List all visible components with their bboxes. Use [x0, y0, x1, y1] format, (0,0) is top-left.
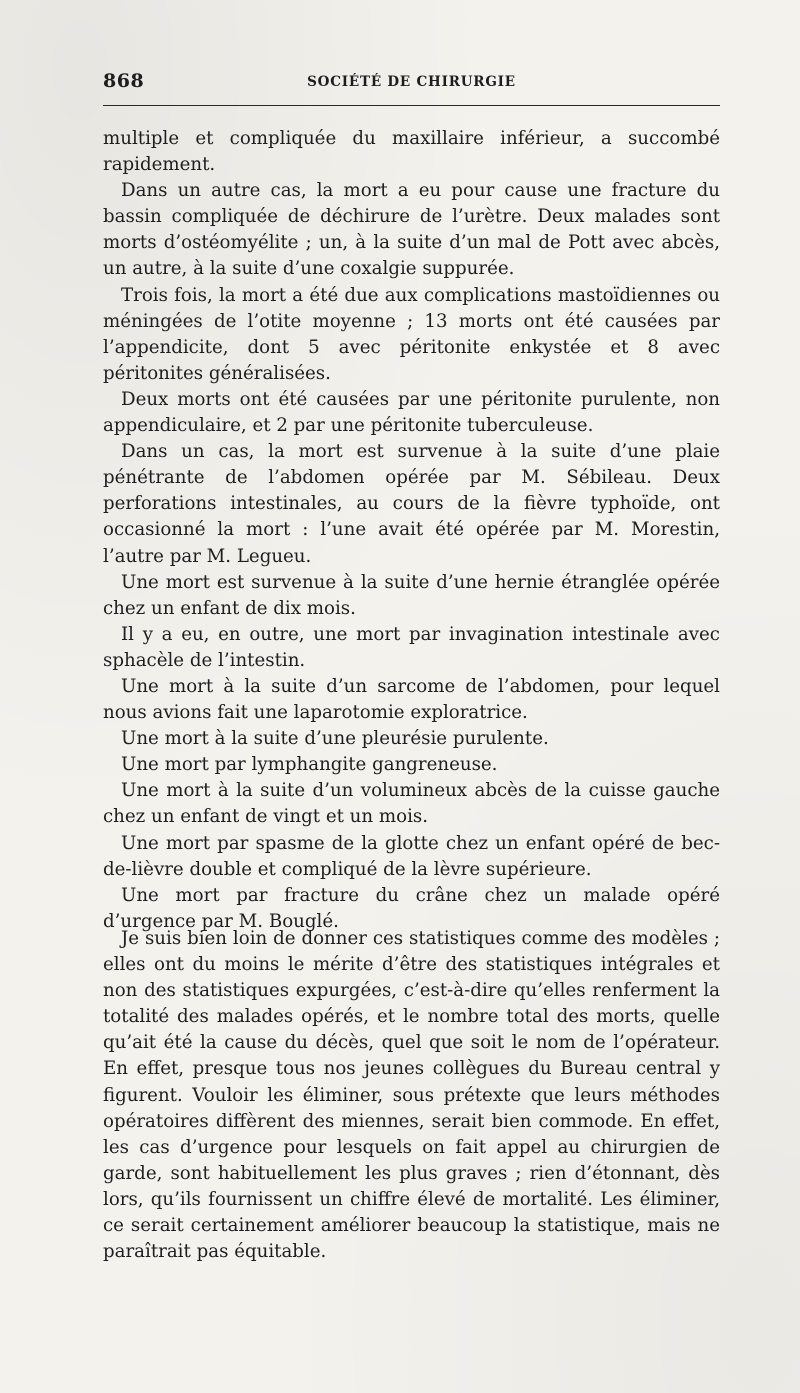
paragraph: Une mort par fracture du crâne chez un malade opéré d’urgence par M. Bouglé.: [103, 884, 720, 932]
page-header: [103, 70, 720, 94]
body-text: [103, 126, 720, 935]
header-rule: [103, 105, 720, 106]
closing-paragraph: Je suis bien loin de donner ces statistiques comme des modèles ; elles ont du moins le mérite d’être des statistiques intégrales et non des statistiques expurgées, c’est-à-dire qu’elles renferment la totalité des malades opérés, et le nombre total des morts, quelle qu’ait été la cause du décès, quel que soit le nom de l’opérateur. En effet, presque tous nos jeunes collègues du Bureau central y figurent. Vouloir les éliminer, sous prétexte que leurs méthodes opératoires diffèrent des miennes, serait bien commode. En effet, les cas d’urgence pour lesquels on fait appel au chirurgien de garde, sont habituellement les plus graves ; rien d’étonnant, dès lors, qu’ils fournissent un chiffre élevé de mortalité. Les éliminer, ce serait certainement améliorer beaucoup la statistique, mais ne paraîtrait pas équitable.: [103, 928, 720, 1263]
paragraph: Dans un cas, la mort est survenue à la suite d’une plaie pénétrante de l’abdomen opérée par M. Sébileau. Deux perforations intestinales, au cours de la fièvre typhoïde, ont occasionné la mort : l’une avait été opérée par M. Morestin, l’autre par M. Legueu.: [103, 441, 720, 567]
paragraph: Trois fois, la mort a été due aux complications mastoïdiennes ou méningées de l’otite moyenne ; 13 morts ont été causées par l’appendicite, dont 5 avec péritonite enkystée et 8 avec péritonites généralisées.: [103, 284, 720, 384]
paragraph: Il y a eu, en outre, une mort par invagination intestinale avec sphacèle de l’intestin.: [103, 623, 720, 671]
paragraph: Dans un autre cas, la mort a eu pour cause une fracture du bassin compliquée de déchirure de l’urètre. Deux malades sont morts d’ostéomyélite ; un, à la suite d’un mal de Pott avec abcès, un autre, à la suite d’une coxalgie suppurée.: [103, 180, 720, 280]
paragraph: Une mort à la suite d’un volumineux abcès de la cuisse gauche chez un enfant de vingt et un mois.: [103, 780, 720, 828]
closing-section: [103, 926, 720, 1265]
page-number: 868: [103, 70, 145, 92]
paragraph: Une mort par lymphangite gangreneuse.: [121, 754, 498, 776]
paragraph: Deux morts ont été causées par une péritonite purulente, non appendiculaire, et 2 par une péritonite tuberculeuse.: [103, 388, 720, 437]
paragraph: Une mort est survenue à la suite d’une hernie étranglée opérée chez un enfant de dix mois.: [103, 571, 720, 619]
paragraph: multiple et compliquée du maxillaire inférieur, a succombé rapidement.: [103, 128, 720, 176]
paragraph: Une mort à la suite d’un sarcome de l’abdomen, pour lequel nous avions fait une laparotomie exploratrice.: [103, 675, 720, 724]
running-head: SOCIÉTÉ DE CHIRURGIE: [307, 74, 516, 90]
paragraph: Une mort à la suite d’une pleurésie purulente.: [121, 728, 549, 750]
paragraph: Une mort par spasme de la glotte chez un enfant opéré de bec-de-lièvre double et compliqué de la lèvre supérieure.: [103, 832, 720, 880]
